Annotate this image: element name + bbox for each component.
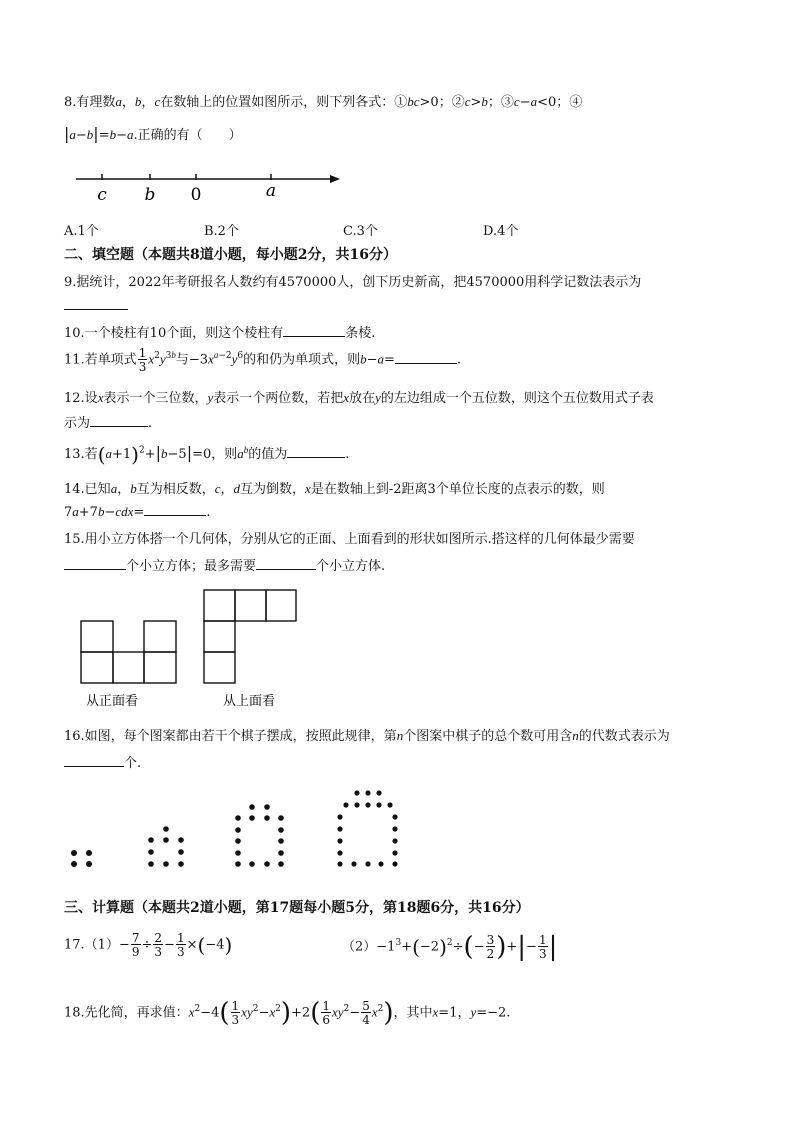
label-a: a (265, 181, 277, 201)
pattern-4 (337, 790, 397, 866)
top-view (204, 590, 296, 683)
q18: 18.先化简，再求值：$x^2-4$( $\frac{1}{3}$ $xy^2-x^2)+2$( $\frac{1}{6}$ $xy^2-$ $\frac{5}{4}$ $x^2$)，其中x=1，y=−2. (64, 998, 511, 1028)
q16: 16.如图，每个图案都由若干个棋子摆成，按照此规律，第n个图案中棋子的总个数可用含n的代数式表示为 (64, 728, 670, 744)
label-0: 0 (190, 185, 202, 205)
front-view (81, 621, 176, 683)
q10: 10.一个棱柱有10个面，则这个棱柱有 条棱. (64, 326, 376, 341)
q15: 15.用小立方体搭一个几何体，分别从它的正面、上面看到的形状如图所示.搭这样的几何体最少需要 (64, 532, 635, 547)
q9-blank (64, 297, 128, 314)
q12: 12.设x表示一个三位数，y表示一个两位数，若把x放在y的左边组成一个五位数，则这个五位数用式子表 (64, 390, 654, 406)
option-c: C.3个 (343, 224, 378, 239)
option-d: D.4个 (483, 224, 519, 239)
top-view-label: 从上面看 (223, 694, 276, 709)
q14: 14.已知a，b互为相反数，c，d互为倒数，x是在数轴上到-2距离3个单位长度的点表示的数，则 (64, 481, 605, 497)
q11: 11.若单项式 $\frac{1}{3}$ $x^2y^{3b}$与$-3x^{a-2}y^6$的和仍为单项式，则b−a= . (64, 346, 462, 374)
label-b: b (144, 185, 156, 205)
three-view-figure (80, 588, 310, 713)
q17-part1: 17.（1）− $\frac{7}{9}$ ÷ $\frac{2}{3}$ − $\frac{1}{3}$ ×(−4) (64, 931, 233, 959)
q8-stem-line2: |a−b|=b−a.正确的有（ ） (64, 124, 242, 143)
pattern-3 (235, 804, 284, 867)
chess-pattern-figure (60, 780, 420, 870)
pattern-1 (71, 850, 92, 867)
q17-part2: $(2)-1^3+(-2)^2\div(-$ $\frac{3}{2}$ )+|− $\frac{1}{3}$ | (342, 932, 558, 962)
q15-line2: 个小立方体；最多需要 个小立方体. (64, 555, 385, 574)
option-a: A.1个 (64, 224, 99, 239)
section2-title: 二、填空题（本题共8道小题，每小题2分，共16分） (64, 247, 397, 263)
q13: 13.若$(a+1)^2+|b-5|=0$，则$a^b$的值为 . (64, 442, 350, 467)
q12-line2: 示为 . (64, 416, 153, 431)
number-line (74, 166, 348, 206)
q16-line2: 个. (64, 752, 141, 771)
pattern-2 (148, 826, 184, 867)
q14-line2: 7a+7b−cdx= . (64, 504, 211, 520)
option-b: B.2个 (204, 224, 239, 239)
q9: 9.据统计，2022年考研报名人数约有4570000人，创下历史新高，把4570000用科学记数法表示为 (64, 275, 642, 290)
section3-title: 三、计算题（本题共2道小题，第17题每小题5分，第18题6分，共16分） (64, 900, 530, 916)
q8-stem: 8.有理数a，b，c在数轴上的位置如图所示，则下列各式：①bc>0；②c>b；③c−a<0；④ (64, 94, 583, 110)
front-view-label: 从正面看 (86, 694, 139, 709)
label-c: c (97, 185, 107, 205)
